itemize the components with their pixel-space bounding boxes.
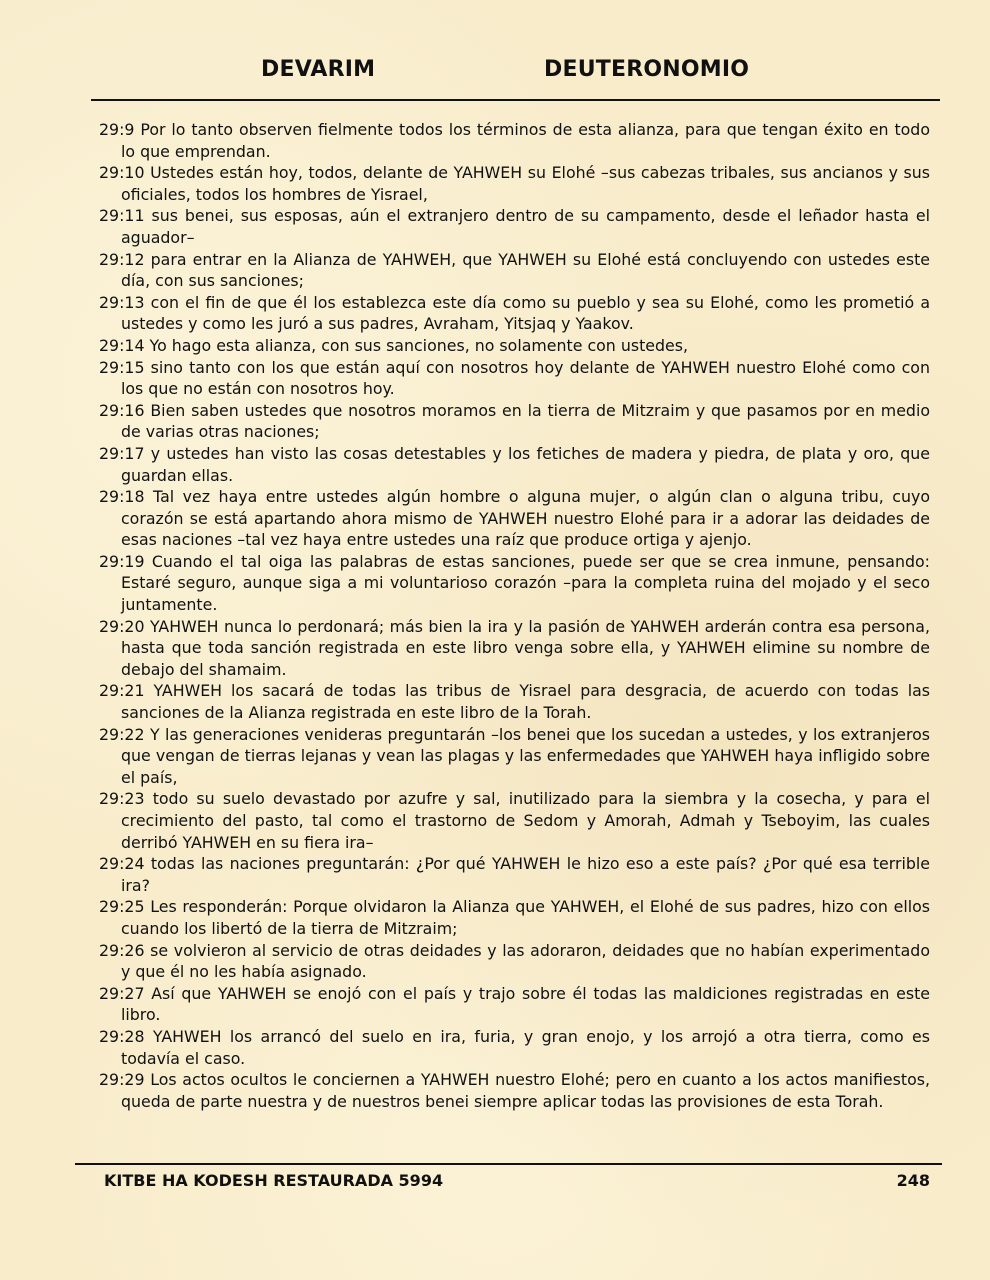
verse-list [99,119,930,1112]
verse-29-24: 29:24 todas las naciones preguntarán: ¿Por qué YAHWEH le hizo eso a este país? ¿Por qué esa terrible ira? [99,854,930,895]
book-title-hebrew: DEVARIM [261,57,376,82]
page-header [0,57,990,89]
verse-29-29: 29:29 Los actos ocultos le conciernen a YAHWEH nuestro Elohé; pero en cuanto a los actos manifiestos, queda de parte nuestra y de nuestros benei siempre aplicar todas las provisiones de esta Torah. [99,1070,930,1111]
verse-29-15: 29:15 sino tanto con los que están aquí con nosotros hoy delante de YAHWEH nuestro Elohé como con los que no están con nosotros hoy. [99,357,930,399]
verse-29-19: 29:19 Cuando el tal oiga las palabras de estas sanciones, puede ser que se crea inmune, pensando: Estaré seguro, aunque siga a mi voluntarioso corazón –para la completa ruina del mojado y el seco juntamente. [99,551,930,615]
verse-29-9: 29:9 Por lo tanto observen fielmente todos los términos de esta alianza, para que tengan éxito en todo lo que emprendan. [99,120,930,161]
verse-29-20: 29:20 YAHWEH nunca lo perdonará; más bien la ira y la pasión de YAHWEH arderán contra esa persona, hasta que toda sanción registrada en este libro venga sobre ella, y YAHWEH elimine su nombre de debajo del shamaim. [99,616,930,679]
footer-title: KITBE HA KODESH RESTAURADA 5994 [104,1171,444,1190]
footer-rule [75,1163,942,1165]
verse-29-25: 29:25 Les responderán: Porque olvidaron la Alianza que YAHWEH, el Elohé de sus padres, hizo con ellos cuando los libertó de la tierra de Mitzraim; [99,897,930,938]
verse-29-13: 29:13 con el fin de que él los establezca este día como su pueblo y sea su Elohé, como les prometió a ustedes y como les juró a sus padres, Avraham, Yitsjaq y Yaakov. [99,292,930,334]
verse-29-10: 29:10 Ustedes están hoy, todos, delante de YAHWEH su Elohé –sus cabezas tribales, sus ancianos y sus oficiales, todos los hombres de Yisrael, [99,163,930,204]
page-footer [0,1171,990,1195]
verse-29-16: 29:16 Bien saben ustedes que nosotros moramos en la tierra de Mitzraim y que pasamos por en medio de varias otras naciones; [99,400,930,442]
verse-29-14: 29:14 Yo hago esta alianza, con sus sanciones, no solamente con ustedes, [99,335,688,355]
book-title-spanish: DEUTERONOMIO [544,57,750,82]
verse-29-27: 29:27 Así que YAHWEH se enojó con el país y trajo sobre él todas las maldiciones registradas en este libro. [99,983,930,1025]
verse-29-12: 29:12 para entrar en la Alianza de YAHWEH, que YAHWEH su Elohé está concluyendo con ustedes este día, con sus sanciones; [99,249,930,291]
verse-29-22: 29:22 Y las generaciones venideras preguntarán –los benei que los sucedan a ustedes, y los extranjeros que vengan de tierras lejanas y vean las plagas y las enfermedades que YAHWEH haya infligido sobre el país, [99,724,930,787]
verse-29-11: 29:11 sus benei, sus esposas, aún el extranjero dentro de su campamento, desde el leñador hasta el aguador– [99,206,930,247]
page-number: 248 [896,1171,930,1190]
verse-29-26: 29:26 se volvieron al servicio de otras deidades y las adoraron, deidades que no habían experimentado y que él no les había asignado. [99,940,930,982]
verse-29-28: 29:28 YAHWEH los arrancó del suelo en ira, furia, y gran enojo, y los arrojó a otra tierra, como es todavía el caso. [99,1026,930,1068]
verse-29-23: 29:23 todo su suelo devastado por azufre y sal, inutilizado para la siembra y la cosecha, y para el crecimiento del pasto, tal como el trastorno de Sedom y Amorah, Admah y Tseboyim, las cuales derribó YAHWEH en su fiera ira– [99,789,930,852]
header-rule [91,99,940,101]
verse-29-21: 29:21 YAHWEH los sacará de todas las tribus de Yisrael para desgracia, de acuerdo con todas las sanciones de la Alianza registrada en este libro de la Torah. [99,681,930,723]
verse-29-18: 29:18 Tal vez haya entre ustedes algún hombre o alguna mujer, o algún clan o alguna tribu, cuyo corazón se está apartando ahora mismo de YAHWEH nuestro Elohé para ir a adorar las deidades de esas naciones –tal vez haya entre ustedes una raíz que produce ortiga y ajenjo. [99,487,930,550]
verse-29-17: 29:17 y ustedes han visto las cosas detestables y los fetiches de madera y piedra, de plata y oro, que guardan ellas. [99,443,930,485]
